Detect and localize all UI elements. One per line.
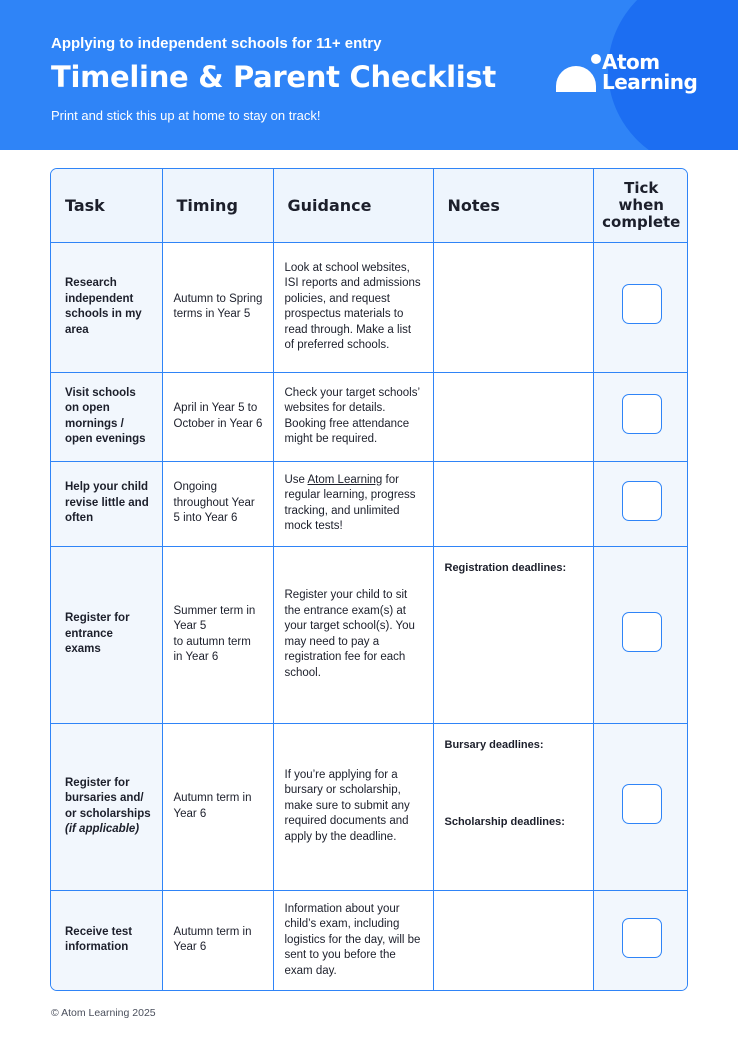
column-header-guidance: Guidance [273, 169, 433, 242]
scholarship-deadlines-label: Scholarship deadlines: [444, 816, 565, 828]
logo-word-atom: Atom [602, 50, 660, 74]
atom-learning-logo [556, 52, 696, 102]
table-row [51, 723, 688, 890]
task-cell [51, 723, 162, 890]
column-header-task: Task [51, 169, 162, 242]
notes-cell[interactable] [433, 461, 593, 546]
task-cell: Help your child revise little and often [51, 461, 162, 546]
tick-cell [593, 372, 688, 461]
guidance-cell [273, 461, 433, 546]
table-header-row [51, 169, 688, 242]
timing-cell: Autumn term in Year 6 [162, 890, 273, 990]
timing-cell: April in Year 5 to October in Year 6 [162, 372, 273, 461]
logo-sun-icon [556, 66, 596, 92]
tick-cell [593, 461, 688, 546]
guidance-cell: Check your target schools’ websites for details. Booking free attendance might be required. [273, 372, 433, 461]
timing-cell: Autumn to Spring terms in Year 5 [162, 242, 273, 372]
registration-deadlines-label: Registration deadlines: [444, 561, 567, 574]
guidance-cell: Register your child to sit the entrance exam(s) at your target school(s). You may need to pay a registration fee for each school. [273, 546, 433, 723]
notes-cell[interactable] [433, 242, 593, 372]
header-tagline: Print and stick this up at home to stay on track! [51, 108, 321, 123]
column-header-tick: Tick when complete [593, 169, 688, 242]
task-cell: Visit schools on open mornings / open evenings [51, 372, 162, 461]
tick-checkbox[interactable] [622, 284, 662, 324]
checklist-table [50, 168, 688, 991]
tick-checkbox[interactable] [622, 612, 662, 652]
task-note: (if applicable) [65, 823, 140, 835]
header-banner [0, 0, 738, 150]
timing-line: Summer term in Year 5 [173, 604, 256, 632]
tick-checkbox[interactable] [622, 918, 662, 958]
tick-cell [593, 723, 688, 890]
timing-cell [162, 546, 273, 723]
guidance-cell: Information about your child’s exam, including logistics for the day, will be sent to you before the exam day. [273, 890, 433, 990]
guidance-cell: If you’re applying for a bursary or scholarship, make sure to submit any required documents and apply by the deadline. [273, 723, 433, 890]
tick-checkbox[interactable] [622, 394, 662, 434]
notes-cell[interactable] [433, 546, 593, 723]
guidance-cell: Look at school websites, ISI reports and admissions policies, and request prospectus materials to read through. Make a list of preferred schools. [273, 242, 433, 372]
notes-cell[interactable] [433, 890, 593, 990]
logo-word-learning: Learning [602, 70, 698, 94]
page-title: Timeline & Parent Checklist [51, 60, 496, 94]
task-cell: Research independent schools in my area [51, 242, 162, 372]
timing-cell: Autumn term in Year 6 [162, 723, 273, 890]
tick-cell [593, 890, 688, 990]
table-row [51, 890, 688, 990]
notes-cell[interactable] [433, 723, 593, 890]
table-row [51, 242, 688, 372]
column-header-notes: Notes [433, 169, 593, 242]
task-cell: Register for entrance exams [51, 546, 162, 723]
guidance-text-pre: Use [284, 473, 308, 486]
table-row [51, 546, 688, 723]
timing-cell: Ongoing throughout Year 5 into Year 6 [162, 461, 273, 546]
guidance-text-post: for regular learning, progress tracking, and unlimited mock tests! [284, 473, 416, 532]
table-row [51, 372, 688, 461]
tick-cell [593, 546, 688, 723]
table-row [51, 461, 688, 546]
timing-line: to autumn term in Year 6 [173, 635, 251, 663]
tick-checkbox[interactable] [622, 481, 662, 521]
footer-copyright: © Atom Learning 2025 [51, 1007, 156, 1019]
task-cell: Receive test information [51, 890, 162, 990]
bursary-deadlines-label: Bursary deadlines: [444, 738, 544, 751]
logo-dot-icon [591, 54, 601, 64]
header-subtitle: Applying to independent schools for 11+ entry [51, 35, 382, 52]
column-header-timing: Timing [162, 169, 273, 242]
tick-cell [593, 242, 688, 372]
atom-learning-link[interactable]: Atom Learning [307, 473, 383, 486]
notes-cell[interactable] [433, 372, 593, 461]
task-label: Register for bursaries and/ or scholarships [65, 776, 151, 820]
tick-checkbox[interactable] [622, 784, 662, 824]
